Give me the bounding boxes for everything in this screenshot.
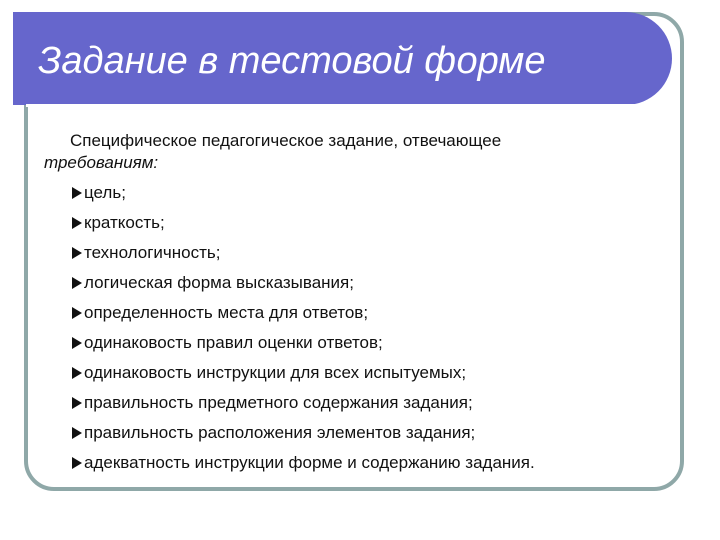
- list-item-text: логическая форма высказывания;: [84, 273, 354, 292]
- list-item: [72, 268, 535, 298]
- list-item-text: адекватность инструкции форме и содержанию задания.: [84, 453, 535, 472]
- intro-line-2: требованиям:: [44, 153, 159, 172]
- arrow-bullet-icon: [72, 187, 82, 199]
- arrow-bullet-icon: [72, 337, 82, 349]
- slide-title: Задание в тестовой форме: [38, 40, 546, 82]
- arrow-bullet-icon: [72, 217, 82, 229]
- arrow-bullet-icon: [72, 307, 82, 319]
- list-item: [72, 358, 535, 388]
- arrow-bullet-icon: [72, 397, 82, 409]
- list-item: [72, 178, 535, 208]
- list-item: [72, 208, 535, 238]
- title-bar: [13, 12, 672, 105]
- list-item-text: краткость;: [84, 213, 165, 232]
- list-item-text: одинаковость инструкции для всех испытуемых;: [84, 363, 467, 382]
- arrow-bullet-icon: [72, 457, 82, 469]
- list-item-text: определенность места для ответов;: [84, 303, 369, 322]
- arrow-bullet-icon: [72, 247, 82, 259]
- list-item: [72, 448, 535, 478]
- list-item-text: правильность расположения элементов задания;: [84, 423, 476, 442]
- list-item: [72, 328, 535, 358]
- list-item: [72, 298, 535, 328]
- list-item-text: одинаковость правил оценки ответов;: [84, 333, 383, 352]
- arrow-bullet-icon: [72, 277, 82, 289]
- requirements-list: [72, 178, 535, 478]
- list-item-text: технологичность;: [84, 243, 221, 262]
- intro-line-1: Специфическое педагогическое задание, отвечающее: [70, 131, 502, 150]
- list-item-text: цель;: [84, 183, 126, 202]
- list-item: [72, 388, 535, 418]
- arrow-bullet-icon: [72, 367, 82, 379]
- list-item: [72, 418, 535, 448]
- list-item-text: правильность предметного содержания задания;: [84, 393, 473, 412]
- arrow-bullet-icon: [72, 427, 82, 439]
- title-underline: [26, 104, 651, 107]
- list-item: [72, 238, 535, 268]
- intro-paragraph: [44, 130, 644, 174]
